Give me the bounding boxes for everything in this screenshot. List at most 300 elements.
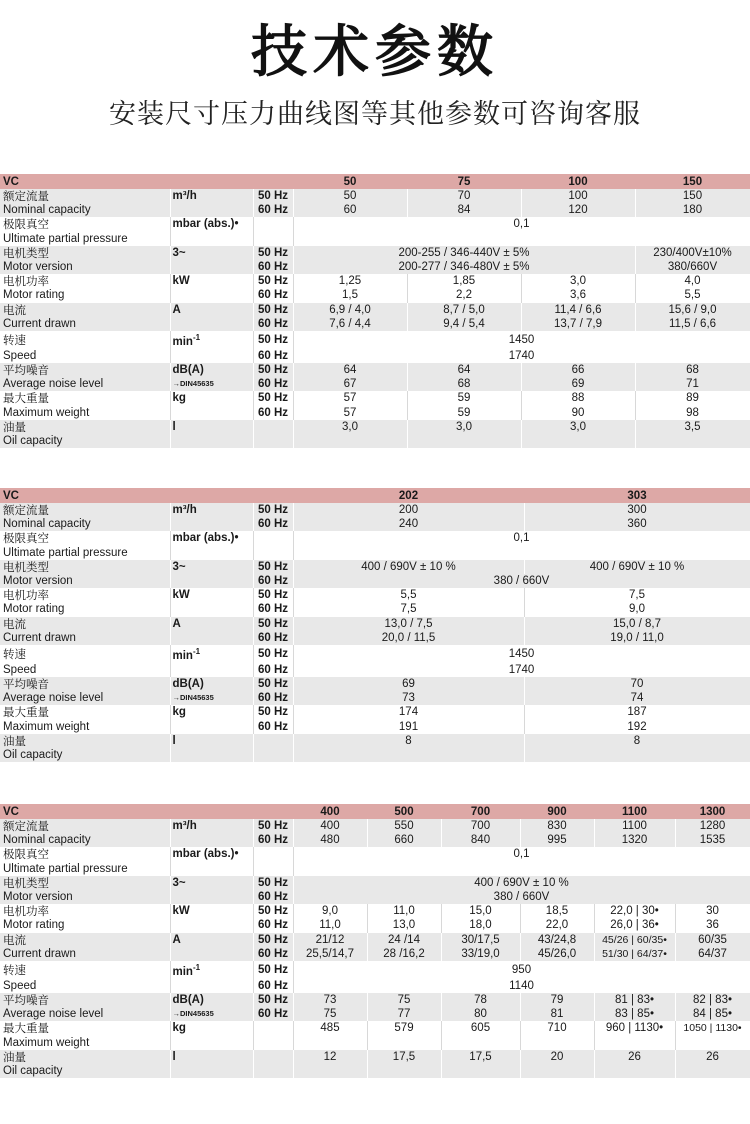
value-cell: 13,0 / 7,5 (293, 617, 524, 631)
value-cell: 0,1 (293, 217, 750, 231)
value-cell: 710 (520, 1021, 594, 1035)
frequency-cell: 50 Hz (253, 503, 293, 517)
value-cell: 380 / 660V (293, 574, 750, 588)
row-label-en: Motor version (0, 574, 170, 588)
value-cell: 70 (407, 189, 521, 203)
value-cell: 9,0 (524, 602, 750, 616)
value-cell: 6,9 / 4,0 (293, 303, 407, 317)
row-label-en: Ultimate partial pressure (0, 546, 170, 560)
frequency-cell: 50 Hz (253, 677, 293, 691)
value-cell: 88 (521, 391, 635, 405)
value-cell: 19,0 / 11,0 (524, 631, 750, 645)
unit-note: →DIN45635 (170, 1007, 253, 1021)
value-cell: 22,0 | 30• (594, 904, 675, 918)
value-cell: 700 (441, 819, 520, 833)
frequency-cell: 50 Hz (253, 617, 293, 631)
value-cell: 1140 (293, 979, 750, 993)
frequency-cell: 50 Hz (253, 961, 293, 979)
value-cell: 480 (293, 833, 367, 847)
row-label-zh: 电机类型 (0, 560, 170, 574)
frequency-cell: 60 Hz (253, 377, 293, 391)
value-cell: 187 (524, 705, 750, 719)
value-cell: 20 (520, 1050, 594, 1064)
value-cell: 1,25 (293, 274, 407, 288)
value-cell: 71 (635, 377, 750, 391)
row-label-en: Nominal capacity (0, 833, 170, 847)
value-cell: 75 (293, 1007, 367, 1021)
model-header: 75 (407, 174, 521, 189)
value-cell: 51/30 | 64/37• (594, 947, 675, 961)
row-label-en: Average noise level (0, 1007, 170, 1021)
value-cell: 26 (594, 1050, 675, 1064)
row-label-en: Oil capacity (0, 434, 170, 448)
value-cell: 950 (293, 961, 750, 979)
value-cell: 66 (521, 363, 635, 377)
value-cell: 30/17,5 (441, 933, 520, 947)
frequency-cell: 60 Hz (253, 602, 293, 616)
unit-cell: A (170, 933, 253, 947)
value-cell: 33/19,0 (441, 947, 520, 961)
row-label-en: Motor version (0, 260, 170, 274)
unit-cell: dB(A) (170, 993, 253, 1007)
unit-cell: mbar (abs.)• (170, 531, 253, 545)
value-cell: 7,5 (293, 602, 524, 616)
row-label-en: Speed (0, 663, 170, 677)
row-label-en: Motor rating (0, 602, 170, 616)
value-cell: 300 (524, 503, 750, 517)
table-row (0, 391, 750, 405)
row-label-en: Current drawn (0, 317, 170, 331)
row-label-zh: 电机功率 (0, 274, 170, 288)
frequency-cell: 60 Hz (253, 203, 293, 217)
table-row (0, 377, 750, 391)
table-header-row (0, 488, 750, 503)
value-cell: 0,1 (293, 847, 750, 861)
value-cell: 830 (520, 819, 594, 833)
frequency-cell: 60 Hz (253, 947, 293, 961)
unit-cell: m³/h (170, 189, 253, 203)
row-label-en: Current drawn (0, 631, 170, 645)
table-row (0, 979, 750, 993)
table-row (0, 719, 750, 733)
value-cell: 1740 (293, 663, 750, 677)
table-row (0, 288, 750, 302)
value-cell: 3,6 (521, 288, 635, 302)
series-label: VC (0, 174, 293, 189)
unit-cell: dB(A) (170, 677, 253, 691)
value-cell: 8 (524, 734, 750, 748)
value-cell: 360 (524, 517, 750, 531)
table-row (0, 1050, 750, 1064)
row-label-zh: 电机功率 (0, 588, 170, 602)
unit-cell: kg (170, 705, 253, 719)
value-cell: 83 | 85• (594, 1007, 675, 1021)
table-row (0, 274, 750, 288)
frequency-cell: 50 Hz (253, 303, 293, 317)
value-cell: 13,7 / 7,9 (521, 317, 635, 331)
value-cell: 1450 (293, 331, 750, 349)
table-header-row (0, 804, 750, 819)
value-cell: 180 (635, 203, 750, 217)
frequency-cell: 60 Hz (253, 317, 293, 331)
row-label-zh: 最大重量 (0, 705, 170, 719)
table-row (0, 331, 750, 349)
table-row (0, 961, 750, 979)
value-cell: 1740 (293, 349, 750, 363)
value-cell: 26,0 | 36• (594, 918, 675, 932)
value-cell: 200 (293, 503, 524, 517)
value-cell: 3,0 (521, 274, 635, 288)
value-cell: 74 (524, 691, 750, 705)
unit-cell: dB(A) (170, 363, 253, 377)
frequency-cell: 50 Hz (253, 331, 293, 349)
value-cell: 25,5/14,7 (293, 947, 367, 961)
value-cell: 15,6 / 9,0 (635, 303, 750, 317)
row-label-en: Motor version (0, 890, 170, 904)
table-row (0, 876, 750, 890)
value-cell: 82 | 83• (675, 993, 750, 1007)
value-cell: 200-277 / 346-480V ± 5% (293, 260, 635, 274)
frequency-cell: 50 Hz (253, 933, 293, 947)
unit-cell: kW (170, 904, 253, 918)
value-cell: 81 | 83• (594, 993, 675, 1007)
frequency-cell: 60 Hz (253, 349, 293, 363)
value-cell: 0,1 (293, 531, 750, 545)
unit-cell: kW (170, 588, 253, 602)
table-header-row (0, 174, 750, 189)
table-row (0, 560, 750, 574)
row-label-zh: 额定流量 (0, 503, 170, 517)
row-label-zh: 极限真空 (0, 217, 170, 231)
value-cell: 150 (635, 189, 750, 203)
value-cell: 11,5 / 6,6 (635, 317, 750, 331)
row-label-zh: 最大重量 (0, 1021, 170, 1035)
value-cell: 30 (675, 904, 750, 918)
value-cell: 1320 (594, 833, 675, 847)
value-cell: 18,5 (520, 904, 594, 918)
value-cell: 191 (293, 719, 524, 733)
value-cell: 1,85 (407, 274, 521, 288)
page-subtitle: 安装尺寸压力曲线图等其他参数可咨询客服 (109, 99, 641, 130)
table-row (0, 517, 750, 531)
row-label-zh: 电机类型 (0, 876, 170, 890)
value-cell: 20,0 / 11,5 (293, 631, 524, 645)
table-row (0, 363, 750, 377)
row-label-zh: 电机功率 (0, 904, 170, 918)
unit-cell: mbar (abs.)• (170, 847, 253, 861)
unit-cell: l (170, 1050, 253, 1064)
frequency-cell: 50 Hz (253, 189, 293, 203)
table-row (0, 531, 750, 545)
value-cell: 174 (293, 705, 524, 719)
row-label-zh: 转速 (0, 645, 170, 663)
table-row (0, 663, 750, 677)
frequency-cell: 50 Hz (253, 246, 293, 260)
value-cell: 100 (521, 189, 635, 203)
table-row (0, 546, 750, 560)
table-row (0, 819, 750, 833)
unit-cell: m³/h (170, 819, 253, 833)
value-cell: 3,0 (521, 420, 635, 434)
frequency-cell: 50 Hz (253, 274, 293, 288)
frequency-cell: 60 Hz (253, 405, 293, 419)
frequency-cell: 60 Hz (253, 918, 293, 932)
row-label-zh: 平均噪音 (0, 677, 170, 691)
unit-cell: kg (170, 391, 253, 405)
value-cell: 84 (407, 203, 521, 217)
table-row (0, 1007, 750, 1021)
value-cell: 7,5 (524, 588, 750, 602)
value-cell: 579 (367, 1021, 441, 1035)
row-label-en: Ultimate partial pressure (0, 232, 170, 246)
row-label-zh: 转速 (0, 961, 170, 979)
model-header: 500 (367, 804, 441, 819)
value-cell: 9,4 / 5,4 (407, 317, 521, 331)
value-cell: 59 (407, 405, 521, 419)
value-cell: 550 (367, 819, 441, 833)
value-cell: 9,0 (293, 904, 367, 918)
value-cell: 7,6 / 4,4 (293, 317, 407, 331)
table-row (0, 189, 750, 203)
unit-cell: A (170, 303, 253, 317)
value-cell: 73 (293, 993, 367, 1007)
unit-cell: $\min^{-1}$ (170, 645, 253, 663)
row-label-en: Oil capacity (0, 1064, 170, 1078)
value-cell: 22,0 (520, 918, 594, 932)
row-label-en: Ultimate partial pressure (0, 862, 170, 876)
frequency-cell: 50 Hz (253, 588, 293, 602)
value-cell: 45/26,0 (520, 947, 594, 961)
unit-cell: kg (170, 1021, 253, 1035)
row-label-zh: 电流 (0, 933, 170, 947)
value-cell: 11,0 (367, 904, 441, 918)
value-cell: 60 (293, 203, 407, 217)
table-row (0, 232, 750, 246)
value-cell: 400 / 690V ± 10 % (524, 560, 750, 574)
value-cell: 1450 (293, 645, 750, 663)
model-header: 1100 (594, 804, 675, 819)
table-row (0, 303, 750, 317)
frequency-cell: 60 Hz (253, 260, 293, 274)
table-row (0, 847, 750, 861)
table-row (0, 862, 750, 876)
value-cell: 230/400V±10% (635, 246, 750, 260)
row-label-zh: 转速 (0, 331, 170, 349)
value-cell: 660 (367, 833, 441, 847)
model-header: 150 (635, 174, 750, 189)
table-row (0, 217, 750, 231)
value-cell: 68 (635, 363, 750, 377)
value-cell: 67 (293, 377, 407, 391)
model-header: 1300 (675, 804, 750, 819)
table-row (0, 631, 750, 645)
value-cell: 45/26 | 60/35• (594, 933, 675, 947)
table-row (0, 833, 750, 847)
frequency-cell: 50 Hz (253, 560, 293, 574)
row-label-en: Average noise level (0, 377, 170, 391)
table-row (0, 645, 750, 663)
frequency-cell: 50 Hz (253, 363, 293, 377)
spec-table-vc-50-150 (0, 174, 750, 448)
table-row (0, 434, 750, 448)
value-cell: 57 (293, 405, 407, 419)
value-cell: 75 (367, 993, 441, 1007)
row-label-zh: 油量 (0, 420, 170, 434)
unit-note: →DIN45635 (170, 377, 253, 391)
value-cell: 15,0 / 8,7 (524, 617, 750, 631)
table-row (0, 705, 750, 719)
value-cell: 485 (293, 1021, 367, 1035)
value-cell: 73 (293, 691, 524, 705)
row-label-en: Maximum weight (0, 1035, 170, 1049)
row-label-zh: 电机类型 (0, 246, 170, 260)
frequency-cell: 60 Hz (253, 663, 293, 677)
value-cell: 36 (675, 918, 750, 932)
frequency-cell: 60 Hz (253, 631, 293, 645)
table-row (0, 904, 750, 918)
value-cell: 192 (524, 719, 750, 733)
value-cell: 70 (524, 677, 750, 691)
value-cell: 2,2 (407, 288, 521, 302)
unit-cell: 3~ (170, 876, 253, 890)
table-row (0, 602, 750, 616)
row-label-zh: 平均噪音 (0, 993, 170, 1007)
unit-cell: $\min^{-1}$ (170, 331, 253, 349)
table-row (0, 617, 750, 631)
table-row (0, 588, 750, 602)
value-cell: 1535 (675, 833, 750, 847)
row-label-en: Speed (0, 349, 170, 363)
value-cell: 89 (635, 391, 750, 405)
value-cell: 5,5 (635, 288, 750, 302)
value-cell: 8 (293, 734, 524, 748)
frequency-cell: 50 Hz (253, 391, 293, 405)
table-row (0, 691, 750, 705)
frequency-cell: 60 Hz (253, 691, 293, 705)
model-header: 100 (521, 174, 635, 189)
value-cell: 64 (407, 363, 521, 377)
table-row (0, 574, 750, 588)
value-cell: 960 | 1130• (594, 1021, 675, 1035)
table-row (0, 748, 750, 762)
value-cell: 18,0 (441, 918, 520, 932)
value-cell: 380 / 660V (293, 890, 750, 904)
value-cell: 79 (520, 993, 594, 1007)
value-cell: 69 (521, 377, 635, 391)
row-label-zh: 极限真空 (0, 847, 170, 861)
unit-cell: mbar (abs.)• (170, 217, 253, 231)
row-label-zh: 额定流量 (0, 189, 170, 203)
frequency-cell: 60 Hz (253, 1007, 293, 1021)
table-row (0, 503, 750, 517)
value-cell: 26 (675, 1050, 750, 1064)
value-cell: 17,5 (441, 1050, 520, 1064)
unit-cell: $\min^{-1}$ (170, 961, 253, 979)
value-cell: 28 /16,2 (367, 947, 441, 961)
value-cell: 400 / 690V ± 10 % (293, 876, 750, 890)
row-label-zh: 电流 (0, 303, 170, 317)
unit-cell: m³/h (170, 503, 253, 517)
value-cell: 605 (441, 1021, 520, 1035)
unit-cell: 3~ (170, 246, 253, 260)
value-cell: 84 | 85• (675, 1007, 750, 1021)
series-label: VC (0, 488, 293, 503)
model-header: 700 (441, 804, 520, 819)
value-cell: 64/37 (675, 947, 750, 961)
value-cell: 995 (520, 833, 594, 847)
value-cell: 4,0 (635, 274, 750, 288)
value-cell: 69 (293, 677, 524, 691)
frequency-cell: 60 Hz (253, 890, 293, 904)
unit-cell: l (170, 420, 253, 434)
frequency-cell: 60 Hz (253, 833, 293, 847)
row-label-zh: 最大重量 (0, 391, 170, 405)
table-row (0, 1021, 750, 1035)
table-row (0, 947, 750, 961)
row-label-en: Motor rating (0, 918, 170, 932)
model-header: 303 (524, 488, 750, 503)
row-label-en: Maximum weight (0, 719, 170, 733)
unit-note: →DIN45635 (170, 691, 253, 705)
frequency-cell: 50 Hz (253, 645, 293, 663)
frequency-cell: 60 Hz (253, 288, 293, 302)
value-cell: 1050 | 1130• (675, 1021, 750, 1035)
value-cell: 78 (441, 993, 520, 1007)
frequency-cell: 50 Hz (253, 876, 293, 890)
model-header: 400 (293, 804, 367, 819)
frequency-cell: 50 Hz (253, 819, 293, 833)
value-cell: 13,0 (367, 918, 441, 932)
frequency-cell: 60 Hz (253, 574, 293, 588)
value-cell: 64 (293, 363, 407, 377)
series-label: VC (0, 804, 293, 819)
value-cell: 77 (367, 1007, 441, 1021)
value-cell: 3,5 (635, 420, 750, 434)
value-cell: 3,0 (293, 420, 407, 434)
value-cell: 11,0 (293, 918, 367, 932)
row-label-en: Nominal capacity (0, 517, 170, 531)
row-label-en: Oil capacity (0, 748, 170, 762)
value-cell: 840 (441, 833, 520, 847)
row-label-en: Current drawn (0, 947, 170, 961)
value-cell: 240 (293, 517, 524, 531)
model-header: 900 (520, 804, 594, 819)
row-label-zh: 油量 (0, 734, 170, 748)
row-label-zh: 极限真空 (0, 531, 170, 545)
table-row (0, 890, 750, 904)
row-label-en: Motor rating (0, 288, 170, 302)
value-cell: 21/12 (293, 933, 367, 947)
value-cell: 98 (635, 405, 750, 419)
row-label-zh: 电流 (0, 617, 170, 631)
model-header: 50 (293, 174, 407, 189)
value-cell: 400 / 690V ± 10 % (293, 560, 524, 574)
value-cell: 15,0 (441, 904, 520, 918)
frequency-cell: 60 Hz (253, 719, 293, 733)
frequency-cell: 50 Hz (253, 904, 293, 918)
table-row (0, 260, 750, 274)
value-cell: 1100 (594, 819, 675, 833)
value-cell: 380/660V (635, 260, 750, 274)
value-cell: 200-255 / 346-440V ± 5% (293, 246, 635, 260)
row-label-zh: 平均噪音 (0, 363, 170, 377)
table-row (0, 933, 750, 947)
unit-cell: A (170, 617, 253, 631)
value-cell: 90 (521, 405, 635, 419)
value-cell: 68 (407, 377, 521, 391)
row-label-en: Average noise level (0, 691, 170, 705)
frequency-cell: 50 Hz (253, 993, 293, 1007)
